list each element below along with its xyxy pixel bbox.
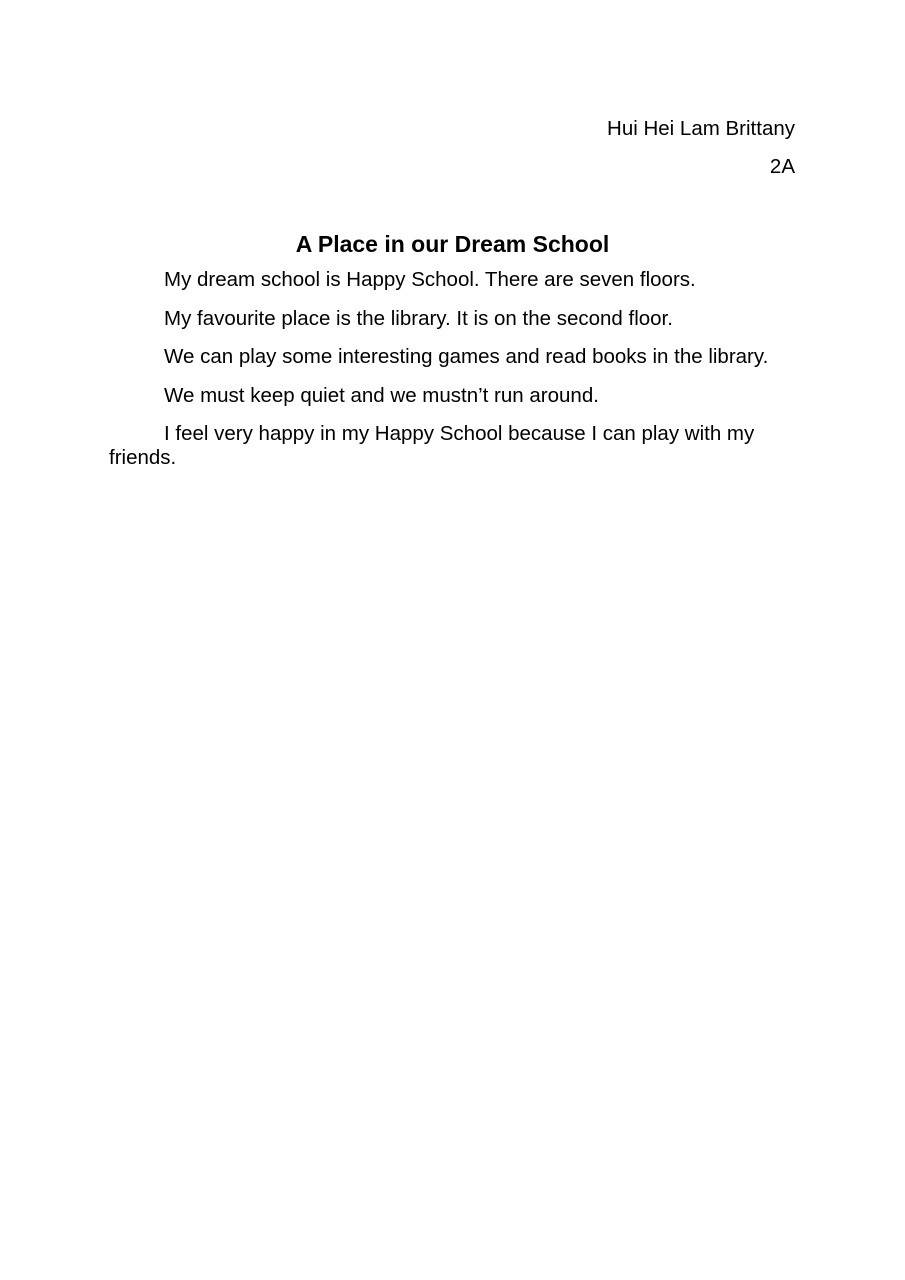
author-block <box>607 110 795 186</box>
essay-title: A Place in our Dream School <box>295 231 610 257</box>
class-name: 2A <box>769 155 795 178</box>
author-name: Hui Hei Lam Brittany <box>607 117 795 140</box>
paragraph: My favourite place is the library. It is on the second floor. <box>164 306 673 330</box>
paragraph: We must keep quiet and we mustn’t run around. <box>164 383 599 407</box>
essay-body <box>109 268 799 485</box>
paragraph: We can play some interesting games and read books in the library. <box>164 345 769 368</box>
paragraph: My dream school is Happy School. There are seven floors. <box>164 268 696 291</box>
paragraph: I feel very happy in my Happy School because I can play with my friends. <box>109 422 755 469</box>
